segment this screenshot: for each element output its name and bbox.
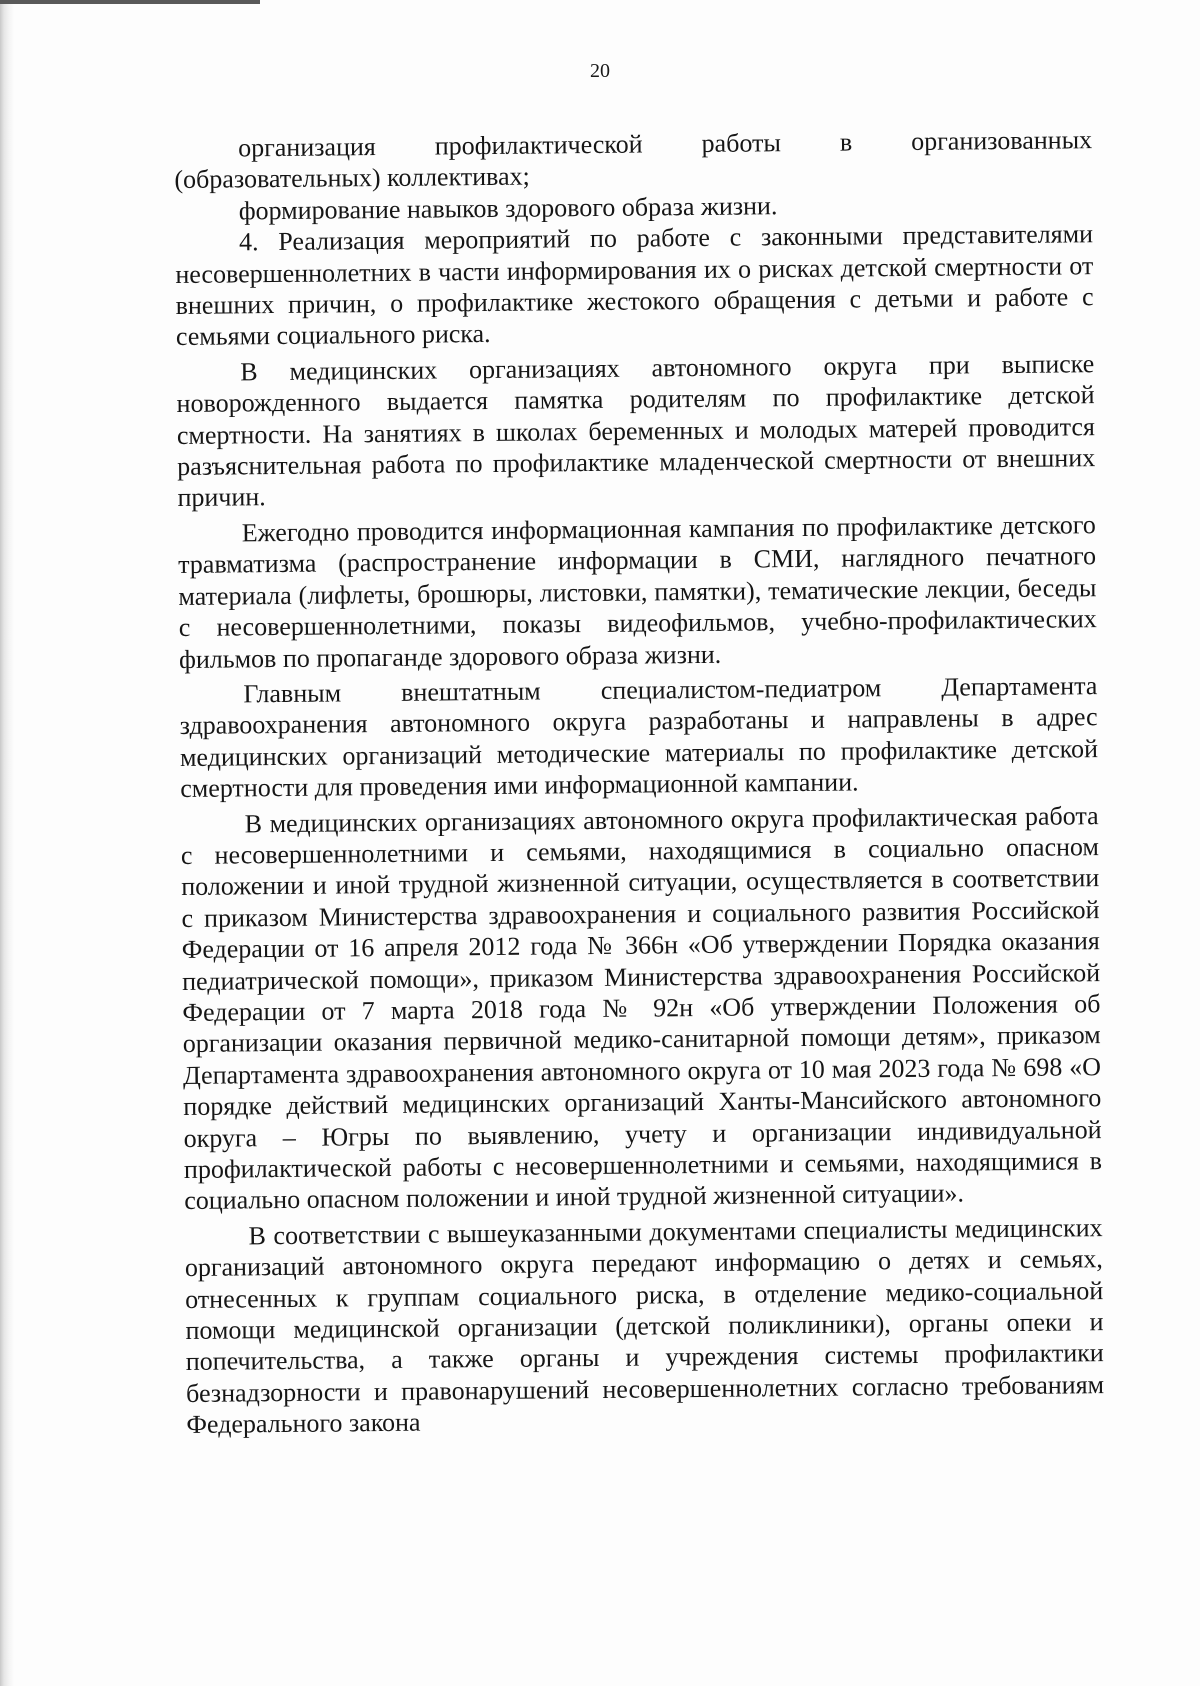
page-number: 20 xyxy=(590,60,610,82)
paragraph-orders: В медицинских организациях автономного округа профилактическая работа с несовершеннолетними и семьями, находящимися в социально опасном положении и иной трудной жизненной ситуации, осуществляется в соответствии с приказом Министерства здравоохранения и социального развития Российской Федерации от 16 апреля 2012 года № 366н «Об утверждении Порядка оказания педиатрической помощи», приказом Министерства здравоохранения Российской Федерации от 7 марта 2018 года № 92н «Об утверждении Положения об организации оказания первичной медико-санитарной помощи детям», приказом Департамента здравоохранения автономного округа от 10 мая 2023 года № 698 «О порядке действий медицинских организаций Ханты-Мансийского автономного округа – Югры по выявлению, учету и организации индивидуальной профилактической работы с несовершеннолетними и семьями, находящимися в социально опасном положении и иной трудной жизненной ситуации». xyxy=(180,800,1103,1216)
paragraph-pediatrician: Главным внештатным специалистом-педиатром Департамента здравоохранения автономного округа разработаны и направлены в адрес медицинских организаций методические материалы по профилактике детской смертности для проведения ими информационной кампании. xyxy=(179,671,1099,804)
paragraph-information-transfer: В соответствии с вышеуказанными документами специалисты медицинских организаций автономного округа передают информацию о детях и семьях, отнесенных к группам социального риска, в отделение медико-социальной помощи медицинской организации (детской поликлиники), органы опеки и попечительства, а также органы и учреждения системы профилактики безнадзорности и правонарушений несовершеннолетних согласно требованиям Федерального закона xyxy=(184,1212,1105,1440)
scan-edge-artifact xyxy=(0,0,14,1686)
paragraph-memo: В медицинских организациях автономного округа при выписке новорожденного выдается памятка родителям по профилактике детской смертности. На занятиях в школах беременных и молодых матерей проводится разъяснительная работа по профилактике младенческой смертности от внешних причин. xyxy=(176,349,1096,513)
paragraph-item-4: 4. Реализация мероприятий по работе с законными представителями несовершеннолетних в части информирования их о рисках детской смертности от внешних причин, о профилактике жестокого обращения с детьми и работе с семьями социального риска. xyxy=(175,219,1094,352)
scan-top-mark xyxy=(0,0,260,4)
paragraph-list-item-2: формирование навыков здорового образа жизни. xyxy=(238,191,778,226)
document-body xyxy=(174,124,1105,1440)
paragraph-list-item-1: организация профилактической работы в организованных (образовательных) коллективах; xyxy=(174,125,1093,195)
paragraph-campaign: Ежегодно проводится информационная кампания по профилактике детского травматизма (распространение информации в СМИ, наглядного печатного материала (лифлеты, брошюры, листовки, памятки), тематические лекции, беседы с несовершеннолетними, показы видеофильмов, учебно-профилактических фильмов по пропаганде здорового образа жизни. xyxy=(178,510,1097,674)
